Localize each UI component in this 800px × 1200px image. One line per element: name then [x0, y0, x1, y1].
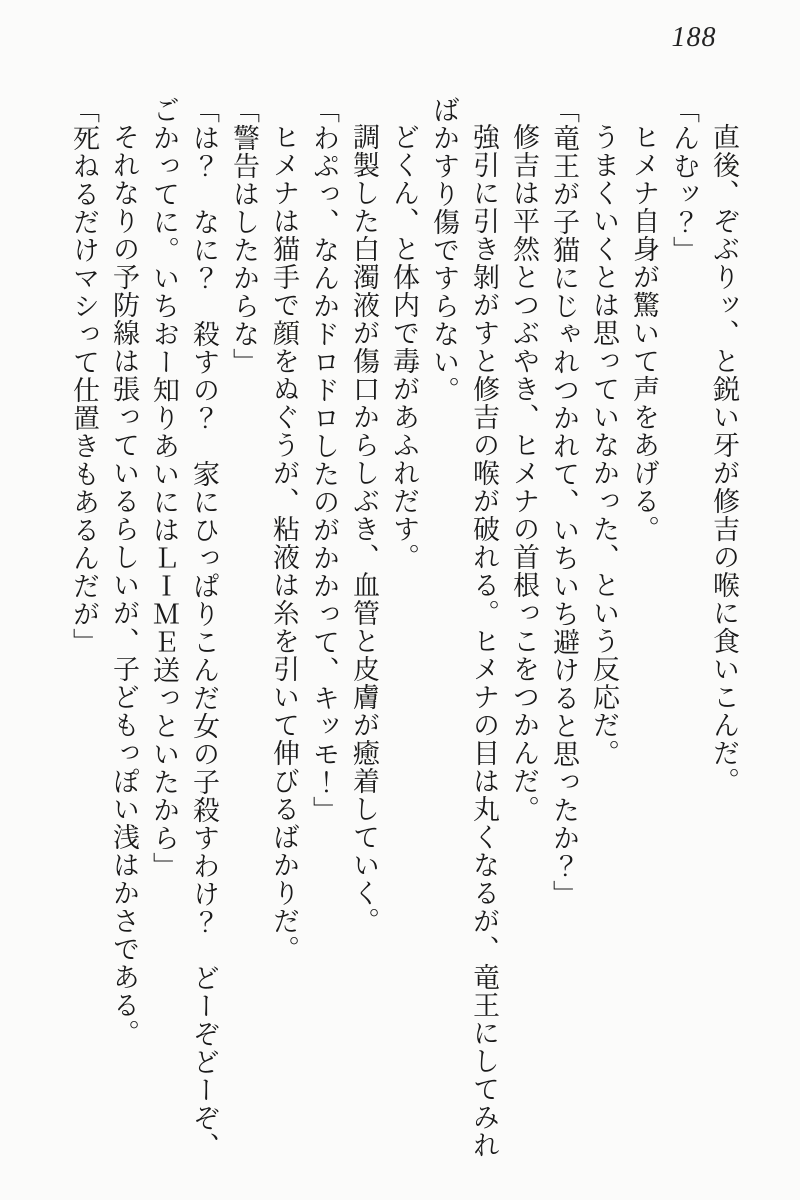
paragraph-line: 「んむッ？」 — [669, 96, 699, 264]
paragraph-line: うまくいくとは思っていなかった、という反応だ。 — [589, 123, 619, 767]
paragraph-line: 直後、ぞぶりッ、と鋭い牙が修吉の喉に食いこんだ。 — [709, 123, 739, 795]
paragraph-line: 「わぷっ、なんかドロドロしたのがかかって、キッモ！」 — [309, 96, 339, 824]
paragraph-line: 「死ねるだけマシって仕置きもあるんだが」 — [69, 96, 99, 656]
paragraph-line: 強引に引き剝がすと修吉の喉が破れる。ヒメナの目は丸くなるが、竜王にしてみればかすり傷ですらない。 — [429, 96, 499, 1159]
paragraph-line: 修吉は平然とつぶやき、ヒメナの首根っこをつかんだ。 — [509, 123, 539, 823]
page-number: 188 — [671, 22, 717, 53]
paragraph-line: それなりの予防線は張っているらしいが、子どもっぽい浅はかさである。 — [109, 123, 139, 1047]
paragraph-line: 「竜王が子猫にじゃれつかれて、いちいち避けると思ったか？」 — [549, 96, 579, 908]
paragraph-line: 調製した白濁液が傷口からしぶき、血管と皮膚が癒着していく。 — [349, 123, 379, 935]
paragraph-line: どくん、と体内で毒があふれだす。 — [389, 123, 419, 571]
paragraph-line: 「警告はしたからな」 — [229, 96, 259, 376]
paragraph-line: ヒメナは猫手で顔をぬぐうが、粘液は糸を引いて伸びるばかりだ。 — [269, 123, 299, 963]
paragraph-line: ヒメナ自身が驚いて声をあげる。 — [629, 123, 659, 543]
paragraph-line: 「は？ なに？ 殺すの？ 家にひっぱりこんだ女の子殺すわけ？ どーぞどーぞ、ごかってに。いちおー知りあいにはＬＩＭＥ送っといたから」 — [149, 96, 219, 1160]
vertical-text-area — [60, 96, 744, 1172]
